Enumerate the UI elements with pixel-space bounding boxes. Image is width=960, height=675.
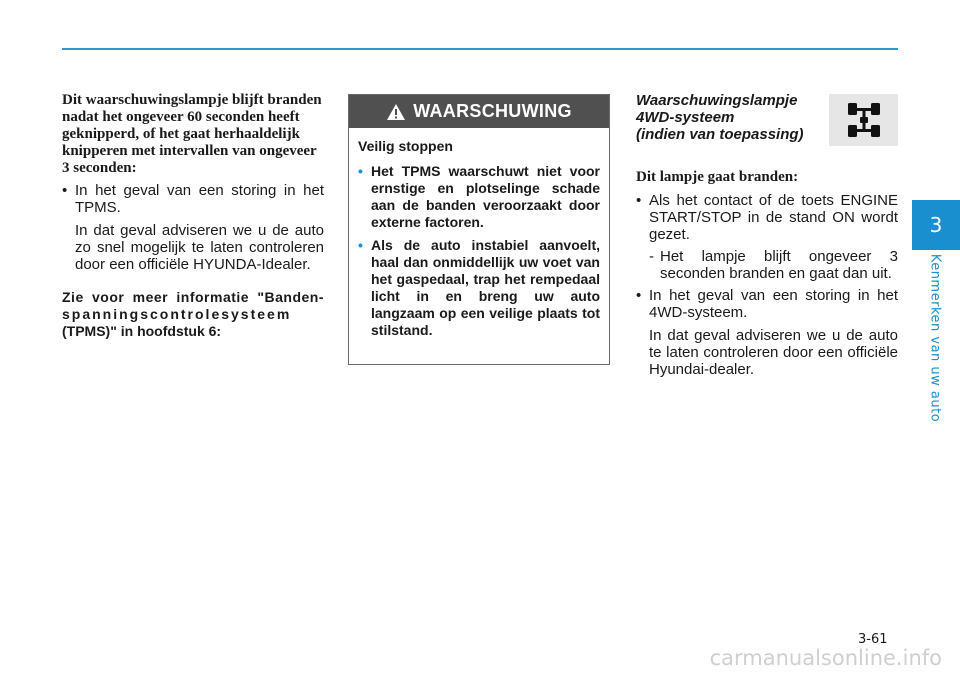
warning-header (349, 95, 609, 128)
storing-bullet: • In het geval van een storing in het TPMS. (62, 182, 324, 216)
header-rule (62, 48, 898, 50)
advice-text: In dat geval adviseren we u de auto zo snel mogelijk te laten controleren door een officiële HYUNDA-Idealer. (75, 222, 324, 273)
chapter-title: Kenmerken van uw auto (927, 253, 943, 423)
warning-item: • Het TPMS waarschuwt niet voor ernstige en plotselinge schade aan de banden veroorzaakt door externe factoren. (358, 163, 600, 231)
more-info (62, 289, 324, 340)
indicator-title (636, 92, 826, 143)
warning-intro: Veilig stoppen (358, 138, 453, 154)
watermark: carmanualsonline.info (709, 646, 942, 670)
ignition-bullet: • Als het contact of de toets ENGINE START/STOP in de stand ON wordt gezet. (636, 192, 898, 243)
page-number: 3-61 (858, 632, 888, 647)
more-info-line-1: Zie voor meer informatie "Banden- (62, 289, 324, 305)
indicator-title-line-3: (indien van toepassing) (636, 126, 804, 143)
more-info-line-2: spanningscontrolesysteem (62, 306, 292, 322)
warning-item: • Als de auto instabiel aanvoelt, haal dan onmiddellijk uw voet van het gaspedaal, trap het rempedaal licht in en breng uw auto langzaam op een veilige plaats tot stilstand. (358, 237, 600, 339)
warning-triangle-icon (386, 103, 406, 121)
right-column (636, 92, 898, 378)
indicator-icon-box (829, 94, 898, 146)
lamp-duration-item: - Het lampje blijft ongeveer 3 seconden branden en gaat dan uit. (636, 248, 898, 282)
warning-title: WAARSCHUWING (413, 101, 572, 121)
warning-body (349, 128, 609, 339)
indicator-title-line-2: 4WD-systeem (636, 109, 735, 126)
left-column (62, 92, 324, 340)
indicator-title-line-1: Waarschuwingslampje (636, 92, 798, 109)
dealer-advice-text: In dat geval adviseren we u de auto te laten controleren door een officiële Hyundai-dealer. (649, 327, 898, 378)
intro-text: Dit waarschuwingslampje blijft branden nadat het ongeveer 60 seconden heeft geknipperd, of het gaat herhaaldelijk knipperen met intervallen van ongeveer 3 seconden: (62, 92, 322, 176)
4wd-system-icon (847, 100, 881, 140)
warning-box (348, 94, 610, 365)
chapter-number: 3 (929, 213, 943, 237)
more-info-line-3: (TPMS)" in hoofdstuk 6: (62, 323, 222, 339)
chapter-tab (912, 200, 960, 250)
4wd-storing-bullet: • In het geval van een storing in het 4WD-systeem. (636, 287, 898, 321)
lamp-heading: Dit lampje gaat branden: (636, 169, 799, 185)
